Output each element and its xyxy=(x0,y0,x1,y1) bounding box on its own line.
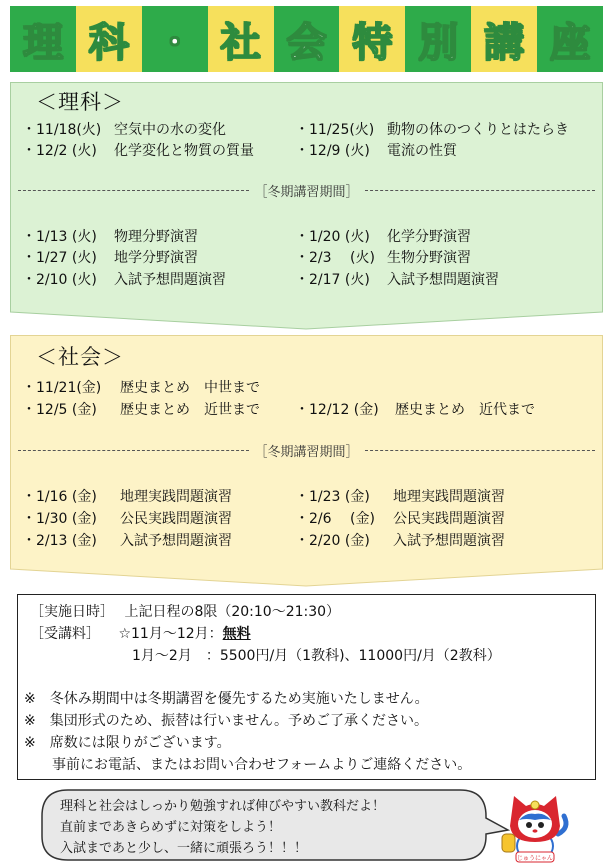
science-row xyxy=(22,140,254,160)
schedule-date: ・1/30 (金) xyxy=(22,511,97,527)
schedule-subject: 地学分野演習 xyxy=(114,250,198,266)
science-row xyxy=(295,226,471,246)
winter-divider xyxy=(18,181,595,200)
science-row xyxy=(22,119,226,139)
note-line: ※ 席数には限りがございます。 xyxy=(24,735,231,751)
schedule-date: ・2/6 (金) xyxy=(295,511,375,527)
schedule-date: ・11/21(金) xyxy=(22,380,102,396)
schedule-subject: 歴史まとめ 中世まで xyxy=(120,380,260,396)
science-row xyxy=(22,247,198,267)
schedule-date: ・12/12 (金) xyxy=(295,402,379,418)
social-row xyxy=(295,486,505,506)
schedule-info-value: 上記日程の8限（20:10〜21:30） xyxy=(124,604,341,620)
social-row xyxy=(22,508,232,528)
social-title: ＜社会＞ xyxy=(36,345,124,369)
schedule-date: ・12/5 (金) xyxy=(22,402,97,418)
fee-line1-prefix: ☆11月〜12月： xyxy=(118,626,223,642)
schedule-subject: 入試予想問題演習 xyxy=(387,272,499,288)
schedule-date: ・1/20 (火) xyxy=(295,229,370,245)
schedule-date: ・1/16 (金) xyxy=(22,489,97,505)
schedule-date: ・1/13 (火) xyxy=(22,229,97,245)
schedule-subject: 入試予想問題演習 xyxy=(114,272,226,288)
bubble-line: 直前まであきらめずに対策をしよう！ xyxy=(60,820,282,835)
schedule-subject: 生物分野演習 xyxy=(387,250,471,266)
title-char: ・ xyxy=(142,6,208,72)
schedule-subject: 入試予想問題演習 xyxy=(120,533,232,549)
winter-label: ［冬期講習期間］ xyxy=(254,185,359,200)
schedule-subject: 動物の体のつくりとはたらき xyxy=(387,122,569,138)
schedule-date: ・2/17 (火) xyxy=(295,272,370,288)
note-line: ※ 集団形式のため、振替は行いません。予めご了承ください。 xyxy=(24,713,429,729)
science-row xyxy=(22,269,226,289)
winter-divider xyxy=(18,441,595,460)
fee-info xyxy=(30,623,251,643)
title-char: 科 xyxy=(76,6,142,72)
fee-line2: 1月〜2月 ：5500円/月（1教科)、11000円/月（2教科） xyxy=(132,648,501,664)
cat-mascot-icon xyxy=(500,790,570,864)
note-line: ※ 冬休み期間中は冬期講習を優先するため実施いたしません。 xyxy=(24,691,429,707)
title-char: 会 xyxy=(274,6,340,72)
schedule-date: ・12/9 (火) xyxy=(295,143,370,159)
science-title: ＜理科＞ xyxy=(36,90,124,114)
winter-label: ［冬期講習期間］ xyxy=(254,445,359,460)
social-section xyxy=(10,335,603,587)
schedule-subject: 化学変化と物質の質量 xyxy=(114,143,254,159)
mascot-name-badge: じゅうにゃん xyxy=(517,855,553,862)
science-section xyxy=(10,82,603,330)
schedule-subject: 物理分野演習 xyxy=(114,229,198,245)
schedule-subject: 公民実践問題演習 xyxy=(393,511,505,527)
schedule-info xyxy=(30,601,340,621)
schedule-date: ・1/23 (金) xyxy=(295,489,370,505)
schedule-date: ・1/27 (火) xyxy=(22,250,97,266)
social-row xyxy=(295,508,505,528)
science-row xyxy=(295,119,569,139)
bubble-line: 入試まであと少し、一緒に頑張ろう！！！ xyxy=(60,841,308,856)
social-row xyxy=(22,377,260,397)
social-row xyxy=(295,530,505,550)
title-char: 理 xyxy=(10,6,76,72)
social-row xyxy=(22,530,232,550)
social-row xyxy=(22,399,260,419)
science-row xyxy=(295,247,471,267)
science-row xyxy=(22,226,198,246)
social-row xyxy=(22,486,232,506)
schedule-date: ・11/25(火) xyxy=(295,122,375,138)
schedule-subject: 化学分野演習 xyxy=(387,229,471,245)
schedule-date: ・2/20 (金) xyxy=(295,533,370,549)
title-char: 講 xyxy=(471,6,537,72)
schedule-info-label: ［実施日時］ xyxy=(30,604,114,620)
title-char: 社 xyxy=(208,6,274,72)
social-row xyxy=(295,399,535,419)
schedule-subject: 地理実践問題演習 xyxy=(120,489,232,505)
schedule-date: ・11/18(火) xyxy=(22,122,102,138)
science-row xyxy=(295,269,499,289)
title-banner xyxy=(10,6,603,72)
schedule-subject: 公民実践問題演習 xyxy=(120,511,232,527)
schedule-subject: 入試予想問題演習 xyxy=(393,533,505,549)
schedule-date: ・12/2 (火) xyxy=(22,143,97,159)
science-row xyxy=(295,140,457,160)
schedule-subject: 電流の性質 xyxy=(387,143,457,159)
bubble-line: 理科と社会はしっかり勉強すれば伸びやすい教科だよ！ xyxy=(60,799,386,814)
title-char: 座 xyxy=(537,6,603,72)
fee-free-text: 無料 xyxy=(222,626,251,642)
note-line: 事前にお電話、またはお問い合わせフォームよりご連絡ください。 xyxy=(52,757,472,773)
schedule-date: ・2/13 (金) xyxy=(22,533,97,549)
schedule-subject: 地理実践問題演習 xyxy=(393,489,505,505)
title-char: 別 xyxy=(405,6,471,72)
info-box xyxy=(17,594,596,780)
schedule-date: ・2/3 (火) xyxy=(295,250,375,266)
fee-label: ［受講料］ xyxy=(30,626,100,642)
schedule-subject: 歴史まとめ 近世まで xyxy=(120,402,260,418)
schedule-date: ・2/10 (火) xyxy=(22,272,97,288)
schedule-subject: 空気中の水の変化 xyxy=(114,122,226,138)
schedule-subject: 歴史まとめ 近代まで xyxy=(395,402,535,418)
speech-bubble xyxy=(40,788,510,862)
title-char: 特 xyxy=(339,6,405,72)
